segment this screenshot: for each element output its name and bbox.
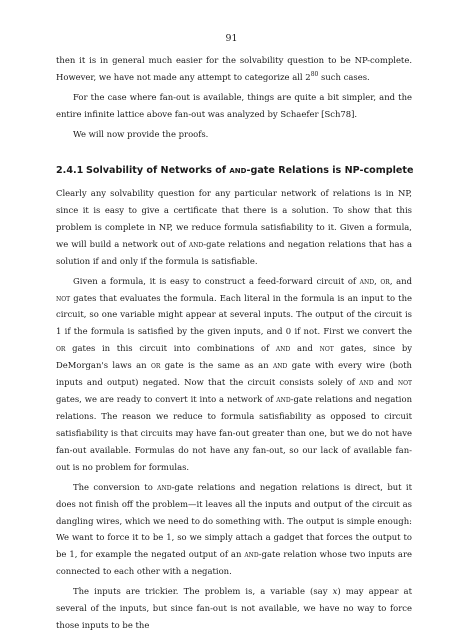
section-heading: 2.4.1 Solvability of Networks of and-gate Relations is NP-complete: [56, 164, 414, 176]
paragraph-2: For the case where fan-out is available, things are quite a bit simpler, and the entire infinite lattice above fan-out was analyzed by Schaefer [Sch78].: [56, 92, 412, 119]
paragraph-6: The conversion to and-gate relations and negation relations is direct, but it does not finish off the problem—it leaves all the inputs and output of the circuit as dangling wires, which we need to do something with. The output is simple enough: We want to force it to be 1, so we simply attach a gadget that forces the output to be 1, for example the negated output of an and-gate relation whose two inputs are connected to each other with a negation.: [56, 481, 412, 577]
variable-x: x: [332, 586, 338, 597]
exponent: 80: [310, 70, 319, 78]
paragraph-3: We will now provide the proofs.: [73, 129, 209, 139]
page-number: 91: [225, 33, 238, 44]
paragraph-7: The inputs are trickier. The problem is, a variable (say x) may appear at several of the inputs, but since fan-out is not available, we have no way to force those inputs to be the: [56, 586, 412, 631]
paragraph-1: then it is in general much easier for the solvability question to be NP-complete. However, we have not made any attempt to categorize all $2^{80}$ such cases.: [56, 55, 412, 82]
paragraph-5: Given a formula, it is easy to construct a feed-forward circuit of and, or, and not gates that evaluates the formula. Each literal in the formula is an input to the circuit, so one variable might appear at several inputs. The output of the circuit is 1 if the formula is satisfied by the given inputs, and 0 if not. First we convert the or gates in this circuit into combinations of and and not gates, since by DeMorgan's laws an or gate is the same as an and gate with every wire (both inputs and output) negated. Now that the circuit consists solely of and and not gates, we are ready to convert it into a network of and-gate relations and negation relations. The reason we reduce to formula satisfiability as opposed to circuit satisfiability is that circuits may have fan-out greater than one, but we do not have fan-out available. Formulas do not have any fan-out, so our lack of available fan-out is no problem for formulas.: [56, 275, 412, 472]
paragraph-4: Clearly any solvability question for any particular network of relations is in NP, since it is easy to give a certificate that there is a solution. To show that this problem is complete in NP, we reduce formula satisfiability to it. Given a formula, we will build a network out of and-gate relations and negation relations that has a solution if and only if the formula is satisfiable.: [56, 187, 412, 266]
page-body: [56, 52, 412, 634]
section-number: 2.4.1: [56, 164, 84, 176]
